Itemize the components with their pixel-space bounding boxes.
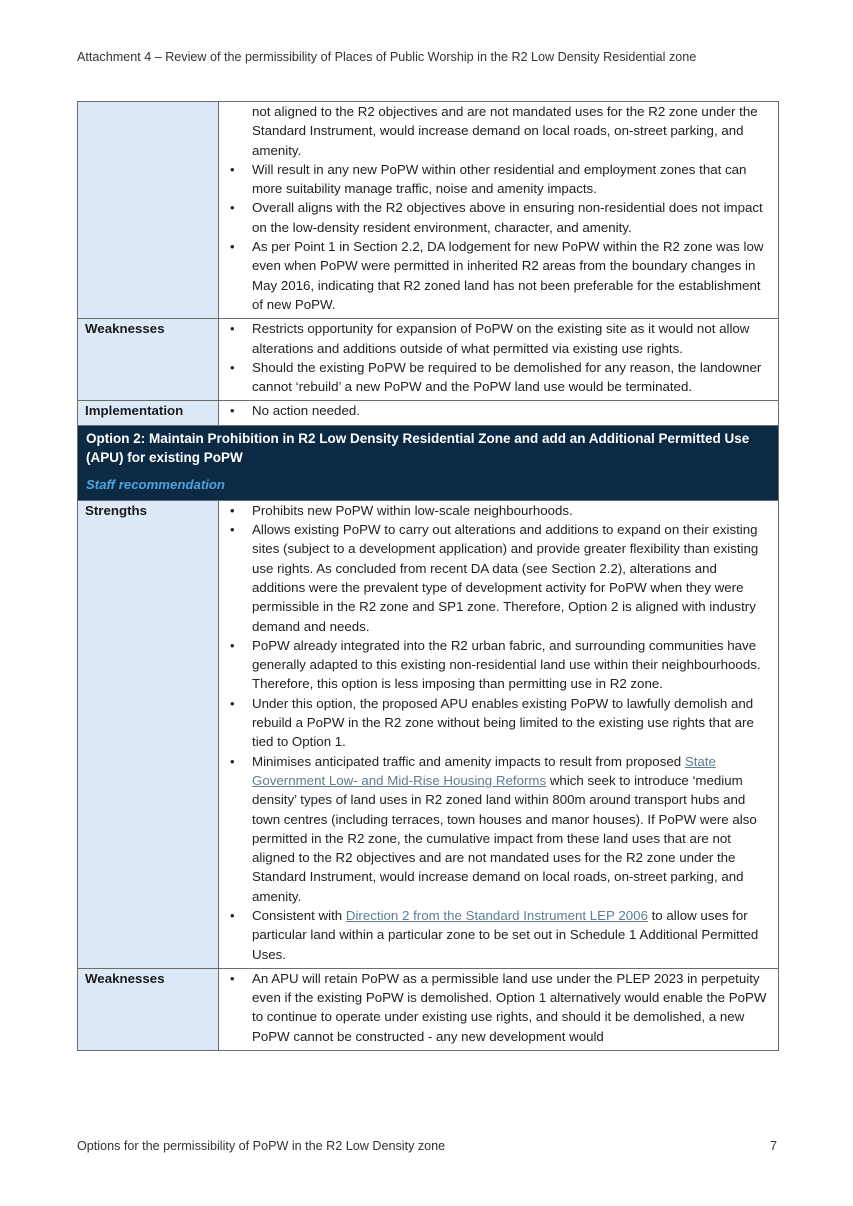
strengths-row <box>78 500 779 968</box>
list-item-text: Minimises anticipated traffic and amenity impacts to result from proposed <box>252 753 685 769</box>
list-item: • Should the existing PoPW be required to be demolished for any reason, the landowner cannot ‘rebuild’ a new PoPW and the PoPW land use would be terminated. <box>229 358 772 397</box>
row-label: Weaknesses <box>78 968 219 1050</box>
continued-list <box>229 102 772 314</box>
strengths-list <box>229 501 772 964</box>
options-table <box>77 101 779 1051</box>
row-label: Strengths <box>78 500 219 968</box>
list-item: • As per Point 1 in Section 2.2, DA lodgement for new PoPW within the R2 zone was low even when PoPW were permitted in inherited R2 areas from the boundary changes in May 2016, indicating that R2 zoned land has not been preferable for the establishment of new PoPW. <box>229 237 772 314</box>
strengths-content-cell <box>219 500 779 968</box>
list-item: • Restricts opportunity for expansion of PoPW on the existing site as it would not allow alterations and additions outside of what permitted via existing use rights. <box>229 319 772 358</box>
weaknesses-content-cell <box>219 319 779 401</box>
list-item: • PoPW already integrated into the R2 urban fabric, and surrounding communities have generally adapted to this existing non-residential land use within their neighbourhoods. Therefore, this option is less imposing than permitting use in R2 zone. <box>229 636 772 694</box>
page-number: 7 <box>769 1139 777 1153</box>
weaknesses-row-option2 <box>78 968 779 1050</box>
list-item: • An APU will retain PoPW as a permissible land use under the PLEP 2023 in perpetuity even if the existing PoPW is demolished. Option 1 alternatively would enable the PoPW to continue to operate under existing use rights, and should it be demolished, a new PoPW cannot be constructed - any new development would <box>229 969 772 1046</box>
weaknesses-content-cell <box>219 968 779 1050</box>
list-item: • Under this option, the proposed APU enables existing PoPW to lawfully demolish and rebuild a PoPW in the R2 zone without being limited to the existing use rights that are tied to Option 1. <box>229 694 772 752</box>
implementation-content-cell <box>219 401 779 425</box>
weaknesses-list <box>229 319 772 396</box>
row-label: Implementation <box>78 401 219 425</box>
list-item <box>229 906 772 964</box>
list-item: • No action needed. <box>229 401 772 420</box>
implementation-list <box>229 401 772 420</box>
list-item: • Allows existing PoPW to carry out alterations and additions to expand on their existing sites (subject to a development application) and provide greater flexibility than existing use rights. As concluded from recent DA data (see Section 2.2), alterations and additions were the prevalent type of development activity for PoPW when they were permissible in the R2 zone and SP1 zone. Therefore, Option 2 is aligned with industry demand and needs. <box>229 520 772 636</box>
list-item: • Will result in any new PoPW within other residential and employment zones that can more suitability manage traffic, noise and amenity impacts. <box>229 160 772 199</box>
list-item: • Prohibits new PoPW within low-scale neighbourhoods. <box>229 501 772 520</box>
page-header: Attachment 4 – Review of the permissibility of Places of Public Worship in the R2 Low Density Residential zone <box>77 50 697 64</box>
housing-reforms-link[interactable]: State Government Low- and Mid-Rise Housing Reforms <box>252 753 716 788</box>
continued-content-cell <box>219 102 779 319</box>
weaknesses-list <box>229 969 772 1046</box>
list-item: not aligned to the R2 objectives and are not mandated uses for the R2 zone under the Standard Instrument, would increase demand on local roads, on-street parking, and amenity. <box>252 104 758 158</box>
standard-instrument-direction-link[interactable]: Direction 2 from the Standard Instrument LEP 2006 <box>345 907 648 923</box>
continued-row <box>78 102 779 319</box>
list-item <box>229 752 772 906</box>
weaknesses-row-option1 <box>78 319 779 401</box>
list-item-text: to allow uses for particular land within a particular zone to be set out in Schedule 1 Additional Permitted Uses. <box>252 907 759 962</box>
list-item-text: which seek to introduce ‘medium density’ types of land uses in R2 zoned land within 800m around transport hubs and town centres (including terraces, town houses and manor houses). If PoPW were also permitted in the R2 zone, the cumulative impact from these land uses that are not aligned to the R2 objectives and are not mandated uses for the R2 zone under the Standard Instrument, would increase demand on local roads, on-street parking, and amenity. <box>252 772 757 904</box>
staff-recommendation-label: Staff recommendation <box>86 476 225 492</box>
list-item-text: Consistent with <box>252 907 346 923</box>
list-item: • Overall aligns with the R2 objectives above in ensuring non-residential does not impact on the low-density resident environment, character, and amenity. <box>229 198 772 237</box>
page-footer-title: Options for the permissibility of PoPW in the R2 Low Density zone <box>77 1139 446 1153</box>
option2-heading-row <box>78 425 779 500</box>
implementation-row <box>78 401 779 425</box>
continued-label-cell <box>78 102 219 319</box>
option2-title: Option 2: Maintain Prohibition in R2 Low Density Residential Zone and add an Additional Permitted Use (APU) for existing PoPW <box>86 430 750 466</box>
option2-heading-cell <box>78 425 779 500</box>
row-label: Weaknesses <box>78 319 219 401</box>
